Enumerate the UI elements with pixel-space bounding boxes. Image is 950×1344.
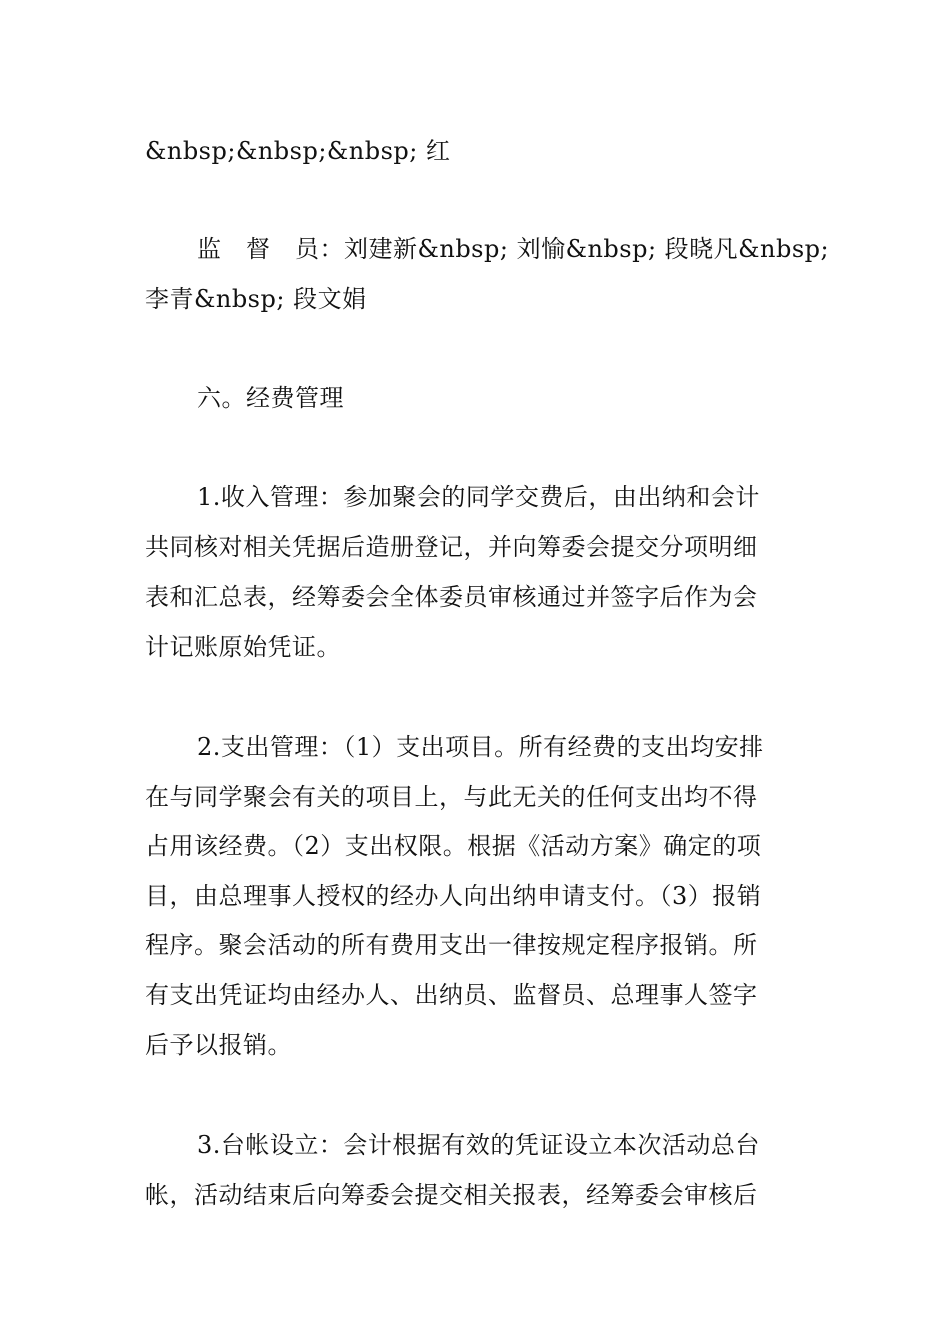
para2-line2: 在与同学聚会有关的项目上，与此无关的任何支出均不得 (145, 783, 758, 811)
supervisors-line: 监 督 员：刘建新&nbsp; 刘愉&nbsp; 段晓凡&nbsp; (197, 235, 830, 263)
para2-line7: 后予以报销。 (145, 1031, 292, 1059)
para3-line2: 帐，活动结束后向筹委会提交相关报表，经筹委会审核后 (145, 1181, 758, 1209)
section-heading: 六。经费管理 (197, 384, 344, 412)
para2-line3: 占用该经费。（2）支出权限。根据《活动方案》确定的项 (145, 832, 762, 860)
para3-line1: 3.台帐设立：会计根据有效的凭证设立本次活动总台 (197, 1131, 760, 1159)
supervisors-line-cont: 李青&nbsp; 段文娟 (145, 285, 367, 313)
para2-line5: 程序。聚会活动的所有费用支出一律按规定程序报销。所 (145, 931, 758, 959)
text-line-1: &nbsp;&nbsp;&nbsp; 红 (145, 137, 451, 165)
para2-line4: 目，由总理事人授权的经办人向出纳申请支付。（3）报销 (145, 882, 762, 910)
para1-line1: 1.收入管理：参加聚会的同学交费后，由出纳和会计 (197, 483, 760, 511)
para2-line1: 2.支出管理：（1）支出项目。所有经费的支出均安排 (197, 733, 764, 761)
para2-line6: 有支出凭证均由经办人、出纳员、监督员、总理事人签字 (145, 981, 758, 1009)
para1-line4: 计记账原始凭证。 (145, 633, 341, 661)
para1-line3: 表和汇总表，经筹委会全体委员审核通过并签字后作为会 (145, 583, 758, 611)
para1-line2: 共同核对相关凭据后造册登记，并向筹委会提交分项明细 (145, 533, 758, 561)
